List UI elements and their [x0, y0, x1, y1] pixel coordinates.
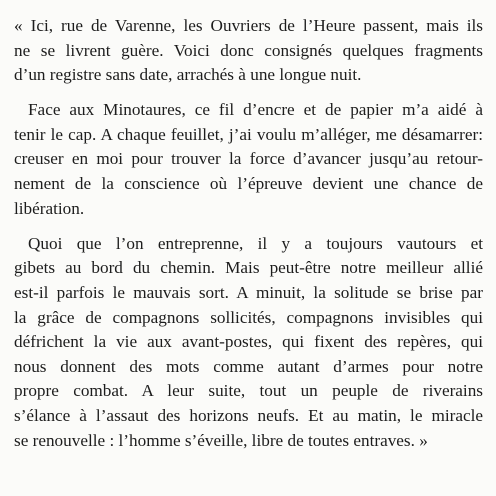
text-line: défrichent la vie aux avant-postes, qui fixent des repères, qui — [14, 332, 483, 352]
text-line: nous donnent des mots comme autant d’armes pour notre — [14, 356, 483, 376]
text-line: Quoi que l’on entreprenne, il y a toujours vautours et — [28, 233, 483, 253]
paragraph-1 — [14, 14, 483, 88]
paragraph-2 — [14, 98, 483, 221]
text-line: Face aux Minotaures, ce fil d’encre et de papier m’a aidé à — [28, 100, 483, 120]
text-line: tenir le cap. A chaque feuillet, j’ai voulu m’alléger, me désamarrer: — [14, 124, 483, 144]
text-line: est-il parfois le mauvais sort. A minuit, la solitude se brise par — [14, 282, 483, 302]
text-line: libération. — [14, 198, 85, 218]
text-line: « Ici, rue de Varenne, les Ouvriers de l’Heure passent, mais ils — [14, 16, 483, 35]
text-line: nement de la conscience où l’épreuve devient une chance de — [14, 174, 483, 194]
text-line: se renouvelle : l’homme s’éveille, libre de toutes entraves. » — [14, 430, 428, 450]
paragraph-3 — [14, 232, 483, 453]
text-line: la grâce de compagnons sollicités, compagnons invisibles qui — [14, 307, 483, 327]
text-line: propre combat. A leur suite, tout un peuple de riverains — [14, 381, 483, 401]
text-line: ne se livrent guère. Voici donc consignés quelques fragments — [14, 40, 483, 60]
text-line: s’élance à l’assaut des horizons neufs. Et au matin, le miracle — [14, 405, 483, 425]
text-line: gibets au bord du chemin. Mais peut-être notre meilleur allié — [14, 258, 483, 278]
text-line: d’un registre sans date, arrachés à une longue nuit. — [14, 65, 362, 85]
text-line: creuser en moi pour trouver la force d’avancer jusqu’au retour- — [14, 149, 483, 169]
